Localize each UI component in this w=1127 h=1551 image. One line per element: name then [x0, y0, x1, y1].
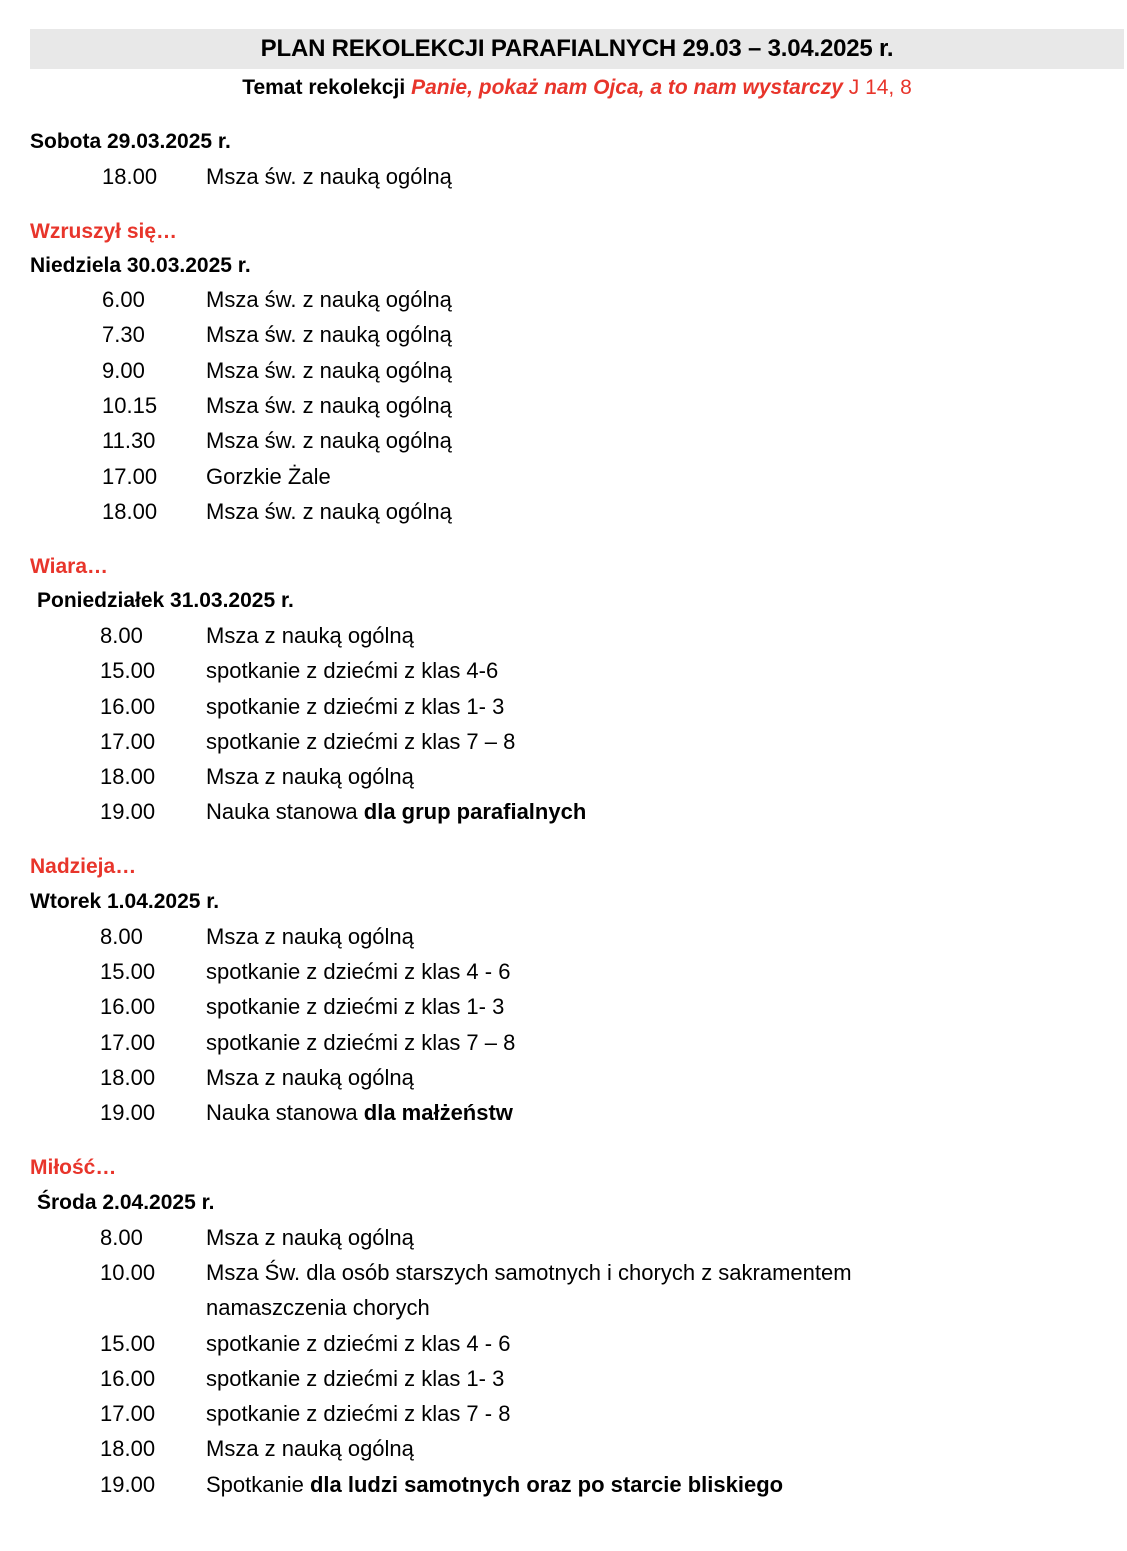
schedule-description: Msza z nauką ogólną — [206, 764, 414, 789]
schedule-description: Msza św. z nauką ogólną — [206, 358, 452, 383]
schedule-time: 9.00 — [102, 358, 145, 383]
schedule-time: 7.30 — [102, 322, 145, 347]
schedule-description: spotkanie z dziećmi z klas 4-6 — [206, 658, 499, 683]
schedule-time: 17.00 — [102, 464, 158, 489]
schedule-description: Msza św. z nauką ogólną — [206, 287, 452, 312]
schedule-row — [0, 1258, 1127, 1293]
schedule-description: spotkanie z dziećmi z klas 4 - 6 — [206, 959, 511, 984]
page-title: PLAN REKOLEKCJI PARAFIALNYCH 29.03 – 3.04.2025 r. — [260, 35, 894, 62]
schedule-row — [0, 992, 1127, 1027]
schedule-description-text: Nauka stanowa — [206, 799, 364, 824]
schedule-description: Msza św. z nauką ogólną — [206, 164, 452, 189]
schedule-row — [0, 1063, 1127, 1098]
schedule-time: 18.00 — [100, 764, 156, 789]
schedule-row — [0, 1028, 1127, 1063]
schedule-time: 19.00 — [100, 799, 156, 824]
day-heading-sroda: Środa 2.04.2025 r. — [37, 1191, 215, 1214]
schedule-row — [0, 162, 1127, 197]
theme-topic: Panie, pokaż nam Ojca, a to nam wystarczy — [411, 76, 843, 99]
schedule-description-text: Nauka stanowa — [206, 1100, 364, 1125]
schedule-time: 10.15 — [102, 393, 158, 418]
schedule-row — [0, 1470, 1127, 1505]
schedule-row — [0, 797, 1127, 832]
schedule-row — [0, 1399, 1127, 1434]
schedule-description — [206, 797, 1086, 827]
schedule-time: 8.00 — [100, 1225, 143, 1250]
schedule-description: Msza z nauką ogólną — [206, 623, 414, 648]
schedule-row — [0, 656, 1127, 691]
schedule-row — [0, 1223, 1127, 1258]
schedule-row — [0, 727, 1127, 762]
schedule-time: 19.00 — [100, 1472, 156, 1497]
schedule-row — [0, 1434, 1127, 1469]
schedule-row — [0, 621, 1127, 656]
section-label-wzruszyl: Wzruszył się… — [30, 220, 178, 243]
schedule-row — [0, 285, 1127, 320]
schedule-time: 15.00 — [100, 959, 156, 984]
day-heading-sobota: Sobota 29.03.2025 r. — [30, 130, 231, 153]
schedule-description: spotkanie z dziećmi z klas 1- 3 — [206, 994, 505, 1019]
schedule-description-continuation: namaszczenia chorych — [206, 1295, 430, 1320]
schedule-time: 18.00 — [100, 1065, 156, 1090]
day-heading-niedziela: Niedziela 30.03.2025 r. — [30, 254, 251, 277]
schedule-description: Msza Św. dla osób starszych samotnych i chorych z sakramentem — [206, 1260, 852, 1285]
schedule-time: 11.30 — [102, 428, 156, 453]
schedule-description: Msza z nauką ogólną — [206, 1065, 414, 1090]
schedule-description: Msza z nauką ogólną — [206, 1225, 414, 1250]
schedule-description: Msza z nauką ogólną — [206, 1436, 414, 1461]
schedule-description: Gorzkie Żale — [206, 464, 331, 489]
theme-reference: J 14, 8 — [842, 76, 912, 99]
schedule-row — [0, 692, 1127, 727]
schedule-row — [0, 762, 1127, 797]
schedule-time: 16.00 — [100, 694, 156, 719]
schedule-description: spotkanie z dziećmi z klas 1- 3 — [206, 1366, 505, 1391]
schedule-time: 18.00 — [100, 1436, 156, 1461]
schedule-description-emphasis: dla ludzi samotnych oraz po starcie bliskiego — [309, 1472, 784, 1497]
schedule-row — [0, 922, 1127, 957]
theme-label: Temat rekolekcji — [242, 76, 412, 99]
schedule-description-text: Spotkanie — [206, 1472, 310, 1497]
schedule-time: 18.00 — [102, 499, 158, 524]
schedule-time: 16.00 — [100, 994, 156, 1019]
schedule-row — [0, 957, 1127, 992]
schedule-time: 10.00 — [100, 1260, 156, 1285]
schedule-time: 8.00 — [100, 924, 143, 949]
schedule-description: spotkanie z dziećmi z klas 7 - 8 — [206, 1401, 511, 1426]
schedule-description: spotkanie z dziećmi z klas 7 – 8 — [206, 729, 516, 754]
schedule-row — [0, 426, 1127, 461]
schedule-row — [0, 497, 1127, 532]
schedule-row — [0, 1329, 1127, 1364]
schedule-time: 15.00 — [100, 658, 156, 683]
schedule-row — [0, 462, 1127, 497]
schedule-row-continuation — [0, 1293, 1127, 1328]
day-heading-poniedzialek: Poniedziałek 31.03.2025 r. — [37, 589, 294, 612]
schedule-row — [0, 356, 1127, 391]
schedule-description: Msza z nauką ogólną — [206, 924, 414, 949]
schedule-description: Msza św. z nauką ogólną — [206, 428, 452, 453]
schedule-row — [0, 391, 1127, 426]
schedule-row — [0, 1364, 1127, 1399]
schedule-time: 8.00 — [100, 623, 143, 648]
schedule-description: Msza św. z nauką ogólną — [206, 322, 452, 347]
schedule-description-emphasis: dla grup parafialnych — [363, 799, 587, 824]
schedule-description: Msza św. z nauką ogólną — [206, 499, 452, 524]
schedule-time: 17.00 — [100, 1030, 156, 1055]
schedule-time: 18.00 — [102, 164, 158, 189]
schedule-time: 19.00 — [100, 1100, 156, 1125]
section-label-nadzieja: Nadzieja… — [30, 855, 137, 878]
schedule-description-emphasis: dla małżeństw — [363, 1100, 513, 1125]
schedule-time: 17.00 — [100, 1401, 156, 1426]
section-label-milosc: Miłość… — [30, 1156, 117, 1179]
schedule-description: Msza św. z nauką ogólną — [206, 393, 452, 418]
schedule-description — [206, 1470, 1086, 1500]
schedule-description: spotkanie z dziećmi z klas 7 – 8 — [206, 1030, 516, 1055]
schedule-row — [0, 320, 1127, 355]
schedule-time: 17.00 — [100, 729, 156, 754]
day-heading-wtorek: Wtorek 1.04.2025 r. — [30, 890, 220, 913]
theme-line — [30, 72, 1124, 104]
schedule-time: 6.00 — [102, 287, 145, 312]
schedule-description: spotkanie z dziećmi z klas 4 - 6 — [206, 1331, 511, 1356]
schedule-time: 15.00 — [100, 1331, 156, 1356]
schedule-time: 16.00 — [100, 1366, 156, 1391]
schedule-description: spotkanie z dziećmi z klas 1- 3 — [206, 694, 505, 719]
schedule-row — [0, 1098, 1127, 1133]
schedule-description — [206, 1098, 1086, 1128]
section-label-wiara: Wiara… — [30, 555, 109, 578]
